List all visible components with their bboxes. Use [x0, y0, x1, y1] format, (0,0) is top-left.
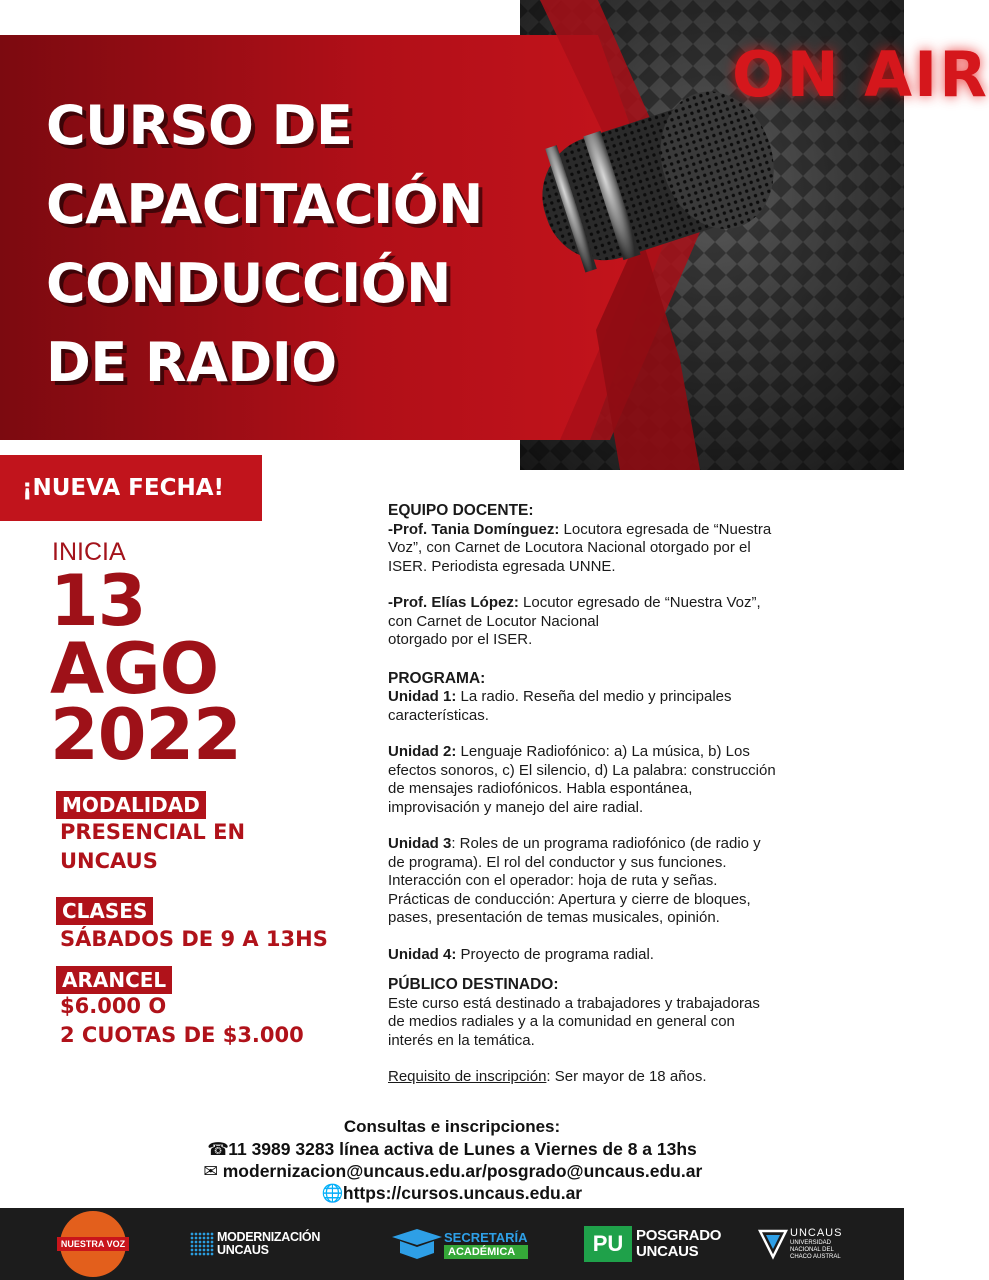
nuestra-voz-emblem: [60, 1211, 126, 1277]
unit-3-line-5: pases, presentación de temas musicales, opinión.: [388, 909, 720, 926]
clases-label: CLASES: [56, 897, 153, 925]
programa-heading: PROGRAMA:: [388, 669, 486, 687]
publico-line-1: Este curso está destinado a trabajadores y trabajadoras: [388, 994, 760, 1012]
posgrado-logo: [584, 1208, 721, 1280]
phone-icon: ☎: [207, 1139, 230, 1159]
uncaus-name: UNCAUS: [790, 1227, 843, 1239]
contact-email[interactable]: [0, 1160, 904, 1182]
unit-1-line-2: características.: [388, 706, 489, 724]
publico-heading: PÚBLICO DESTINADO:: [388, 976, 559, 993]
prof-2-line-1: [388, 594, 868, 613]
publico-line-2: de medios radiales y a la comunidad en general con: [388, 1013, 735, 1030]
clases-value: SÁBADOS DE 9 A 13HS: [60, 927, 328, 951]
secretaria-line-1: SECRETARÍA: [444, 1229, 528, 1245]
contact-phone[interactable]: [0, 1138, 904, 1160]
modernizacion-line-1: MODERNIZACIÓN: [217, 1230, 321, 1244]
modernizacion-logo: [190, 1208, 320, 1280]
unit-4-line-1: [388, 946, 868, 965]
modalidad-value: [60, 818, 245, 876]
requirement-value: : Ser mayor de 18 años.: [546, 1068, 707, 1085]
uncaus-shield-icon: [760, 1229, 786, 1259]
arancel-line-1: $6.000 O: [60, 994, 167, 1018]
pu-emblem: PU: [584, 1226, 632, 1262]
title-line-2: CAPACITACIÓN: [46, 173, 483, 236]
posgrado-line-1: POSGRADO: [636, 1227, 722, 1244]
graduation-cap-icon: [390, 1227, 444, 1261]
unit-3-line-3: Interacción con el operador: hoja de ruta y señas.: [388, 872, 718, 889]
prof-1-line-3: ISER. Periodista egresada UNNE.: [388, 557, 616, 575]
prof-1-name: -Prof. Tania Domínguez:: [388, 520, 560, 538]
mail-icon: ✉: [203, 1161, 219, 1181]
uncaus-line-2: UNIVERSIDAD: [790, 1240, 832, 1246]
equipo-heading: EQUIPO DOCENTE:: [388, 502, 534, 519]
unit-4-text: Proyecto de programa radial.: [456, 945, 654, 963]
unit-1-label: Unidad 1:: [388, 688, 457, 705]
on-air-sign: ON AIR: [732, 38, 989, 111]
secretaria-academica-logo: [390, 1208, 528, 1280]
unit-3-text: : Roles de un programa radiofónico (de radio y: [451, 835, 761, 852]
arancel-value: [60, 992, 304, 1050]
course-title: [46, 86, 606, 402]
posgrado-line-2: UNCAUS: [636, 1243, 699, 1260]
course-details: [388, 502, 868, 1087]
phone-text: 11 3989 3283 línea activa de Lunes a Viernes de 8 a 13hs: [228, 1139, 697, 1159]
modalidad-label: MODALIDAD: [56, 791, 206, 819]
email-text: modernizacion@uncaus.edu.ar/posgrado@uncaus.edu.ar: [222, 1161, 703, 1181]
new-date-badge: ¡NUEVA FECHA!: [0, 455, 262, 521]
secretaria-line-2: ACADÉMICA: [444, 1245, 528, 1259]
prof-1-text: Locutora egresada de “Nuestra: [559, 520, 772, 538]
nuestra-voz-text: NUESTRA VOZ: [57, 1237, 129, 1251]
start-month: AGO: [50, 628, 219, 710]
unit-1-line-1: [388, 688, 868, 707]
prof-2-line-2: con Carnet de Locutor Nacional: [388, 612, 599, 630]
title-line-4: DE RADIO: [46, 331, 337, 394]
title-line-3: CONDUCCIÓN: [46, 252, 451, 315]
unit-2-line-2: efectos sonoros, c) El silencio, d) La palabra: construcción: [388, 761, 776, 779]
contact-title: Consultas e inscripciones:: [343, 1117, 561, 1136]
uncaus-logo: [760, 1208, 842, 1280]
prof-1-line-2: Voz”, con Carnet de Locutora Nacional otorgado por el: [388, 539, 751, 556]
unit-3-label: Unidad 3: [388, 835, 452, 852]
dots-grid-icon: [190, 1232, 214, 1256]
prof-1-line-1: [388, 521, 868, 540]
contact-web[interactable]: [0, 1182, 904, 1204]
start-year: 2022: [50, 694, 241, 776]
hero-banner: [0, 0, 989, 470]
unit-2-line-4: improvisación y manejo del aire radial.: [388, 798, 644, 816]
unit-3-line-1: [388, 835, 868, 854]
unit-3-line-2: de programa). El rol del conductor y sus funciones.: [388, 853, 727, 871]
unit-4-label: Unidad 4:: [388, 945, 457, 963]
prof-2-text: Locutor egresado de “Nuestra Voz”,: [518, 594, 761, 611]
requirement: [388, 1068, 868, 1087]
uncaus-line-3: NACIONAL DEL: [790, 1247, 834, 1253]
unit-2-line-1: [388, 743, 868, 762]
start-label: INICIA: [52, 538, 126, 566]
footer-logos: [0, 1208, 904, 1280]
nuestra-voz-logo: [60, 1208, 126, 1280]
unit-3-line-4: Prácticas de conducción: Apertura y cierre de bloques,: [388, 890, 751, 908]
publico-line-3: interés en la temática.: [388, 1031, 535, 1049]
start-day: 13: [50, 560, 146, 642]
requirement-label: Requisito de inscripción: [388, 1068, 547, 1085]
unit-1-text: La radio. Reseña del medio y principales: [456, 688, 732, 705]
modernizacion-line-2: UNCAUS: [217, 1243, 269, 1257]
unit-2-line-3: de mensajes radiofónicos. Habla espontánea,: [388, 780, 693, 797]
uncaus-line-4: CHACO AUSTRAL: [790, 1254, 841, 1260]
modalidad-line-1: PRESENCIAL EN: [60, 820, 246, 844]
prof-2-name: -Prof. Elías López:: [388, 594, 519, 611]
modalidad-line-2: UNCAUS: [60, 849, 158, 873]
arancel-line-2: 2 CUOTAS DE $3.000: [60, 1023, 304, 1047]
unit-2-text: Lenguaje Radiofónico: a) La música, b) Los: [456, 743, 750, 760]
contact-section: [0, 1116, 904, 1204]
title-line-1: CURSO DE: [46, 94, 353, 157]
globe-icon: 🌐: [321, 1183, 344, 1203]
unit-2-label: Unidad 2:: [388, 743, 457, 760]
arancel-label: ARANCEL: [56, 966, 172, 994]
prof-2-line-3: otorgado por el ISER.: [388, 631, 533, 648]
web-text: https://cursos.uncaus.edu.ar: [342, 1183, 583, 1203]
